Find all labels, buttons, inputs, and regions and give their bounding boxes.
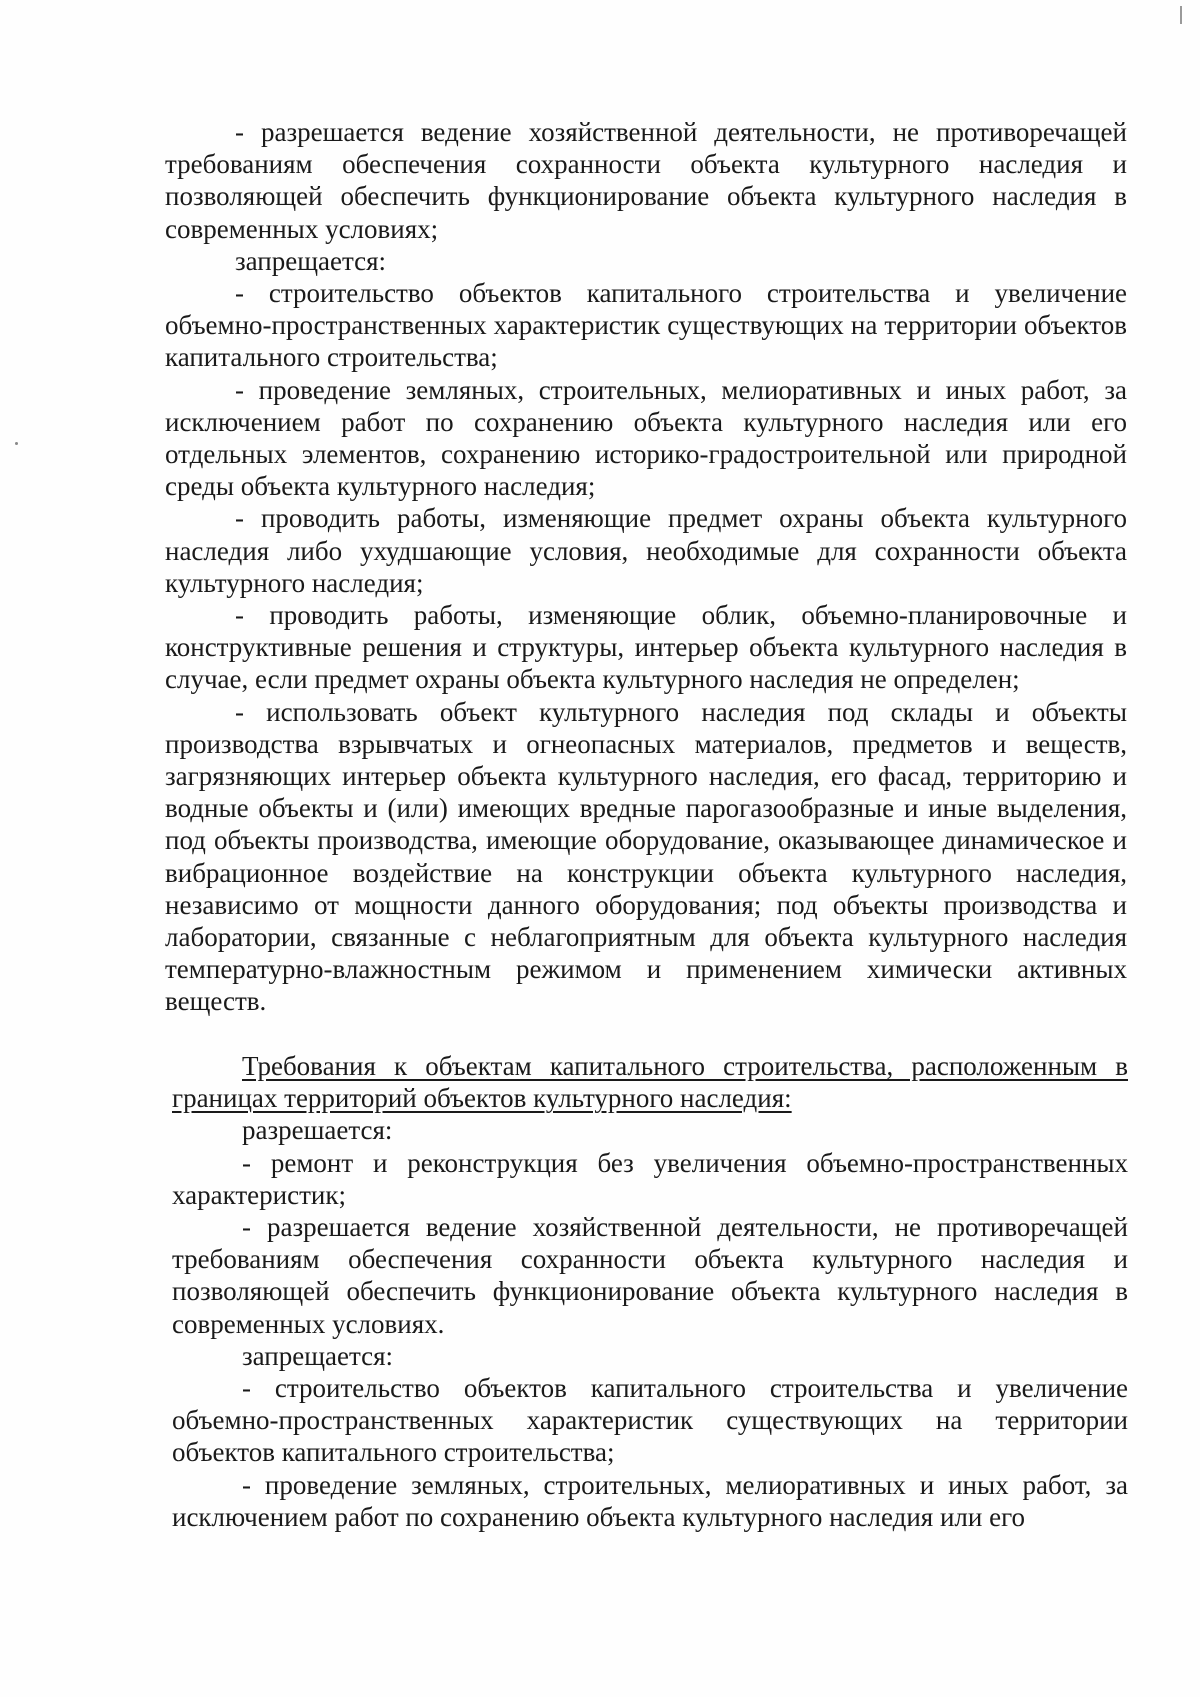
paragraph: запрещается: [242,1340,394,1371]
paragraph: - использовать объект культурного наследия под склады и объекты производства взрывчатых и огнеопасных материалов, предметов и веществ, загрязняющих интерьер объекта культурного наследия, его фасад, территорию и водные объекты и (или) имеющих вредные парогазообразные и иные выделения, под объекты производства, имеющие оборудование, оказывающее динамическое и вибрационное воздействие на конструкции объекта культурного наследия, независимо от мощности данного оборудования; под объекты производства и лаборатории, связанные с неблагоприятным для объекта культурного наследия температурно-влажностным режимом и применением химически активных веществ. [165,696,1127,1017]
paragraph: - проводить работы, изменяющие облик, объемно-планировочные и конструктивные решения и структуры, интерьер объекта культурного наследия в случае, если предмет охраны объекта культурного наследия не определен; [165,600,1127,695]
scan-edge-mark [1180,6,1182,24]
paragraph: - проводить работы, изменяющие предмет охраны объекта культурного наследия либо ухудшающие условия, необходимые для сохранности объекта культурного наследия; [165,503,1127,598]
paragraph: запрещается: [235,245,387,276]
paragraph: - проведение земляных, строительных, мелиоративных и иных работ, за исключением работ по сохранению объекта культурного наследия или его отдельных элементов, сохранению историко-градостроительной или природной среды объекта культурного наследия; [165,374,1127,502]
paragraph: разрешается: [242,1115,393,1146]
paragraph: - ремонт и реконструкция без увеличения объемно-пространственных характеристик; [172,1147,1128,1210]
body-text-section-2 [172,1050,1128,1533]
section-heading: Требования к объектам капитального строительства, расположенным в границах территорий объектов культурного наследия: [172,1051,1128,1114]
paragraph: - разрешается ведение хозяйственной деятельности, не противоречащей требованиям обеспечения сохранности объекта культурного наследия и позволяющей обеспечить функционирование объекта культурного наследия в современных условиях; [165,117,1127,244]
paragraph: - строительство объектов капитального строительства и увеличение объемно-пространственных характеристик существующих на территории объектов капитального строительства; [172,1373,1128,1468]
scan-speck [15,442,18,445]
body-text-section-1 [165,116,1127,1018]
paragraph: - строительство объектов капитального строительства и увеличение объемно-пространственных характеристик существующих на территории объектов капитального строительства; [165,278,1127,373]
paragraph: - проведение земляных, строительных, мелиоративных и иных работ, за исключением работ по сохранению объекта культурного наследия или его [172,1469,1128,1532]
paragraph: - разрешается ведение хозяйственной деятельности, не противоречащей требованиям обеспечения сохранности объекта культурного наследия и позволяющей обеспечить функционирование объекта культурного наследия в современных условиях. [172,1212,1128,1339]
